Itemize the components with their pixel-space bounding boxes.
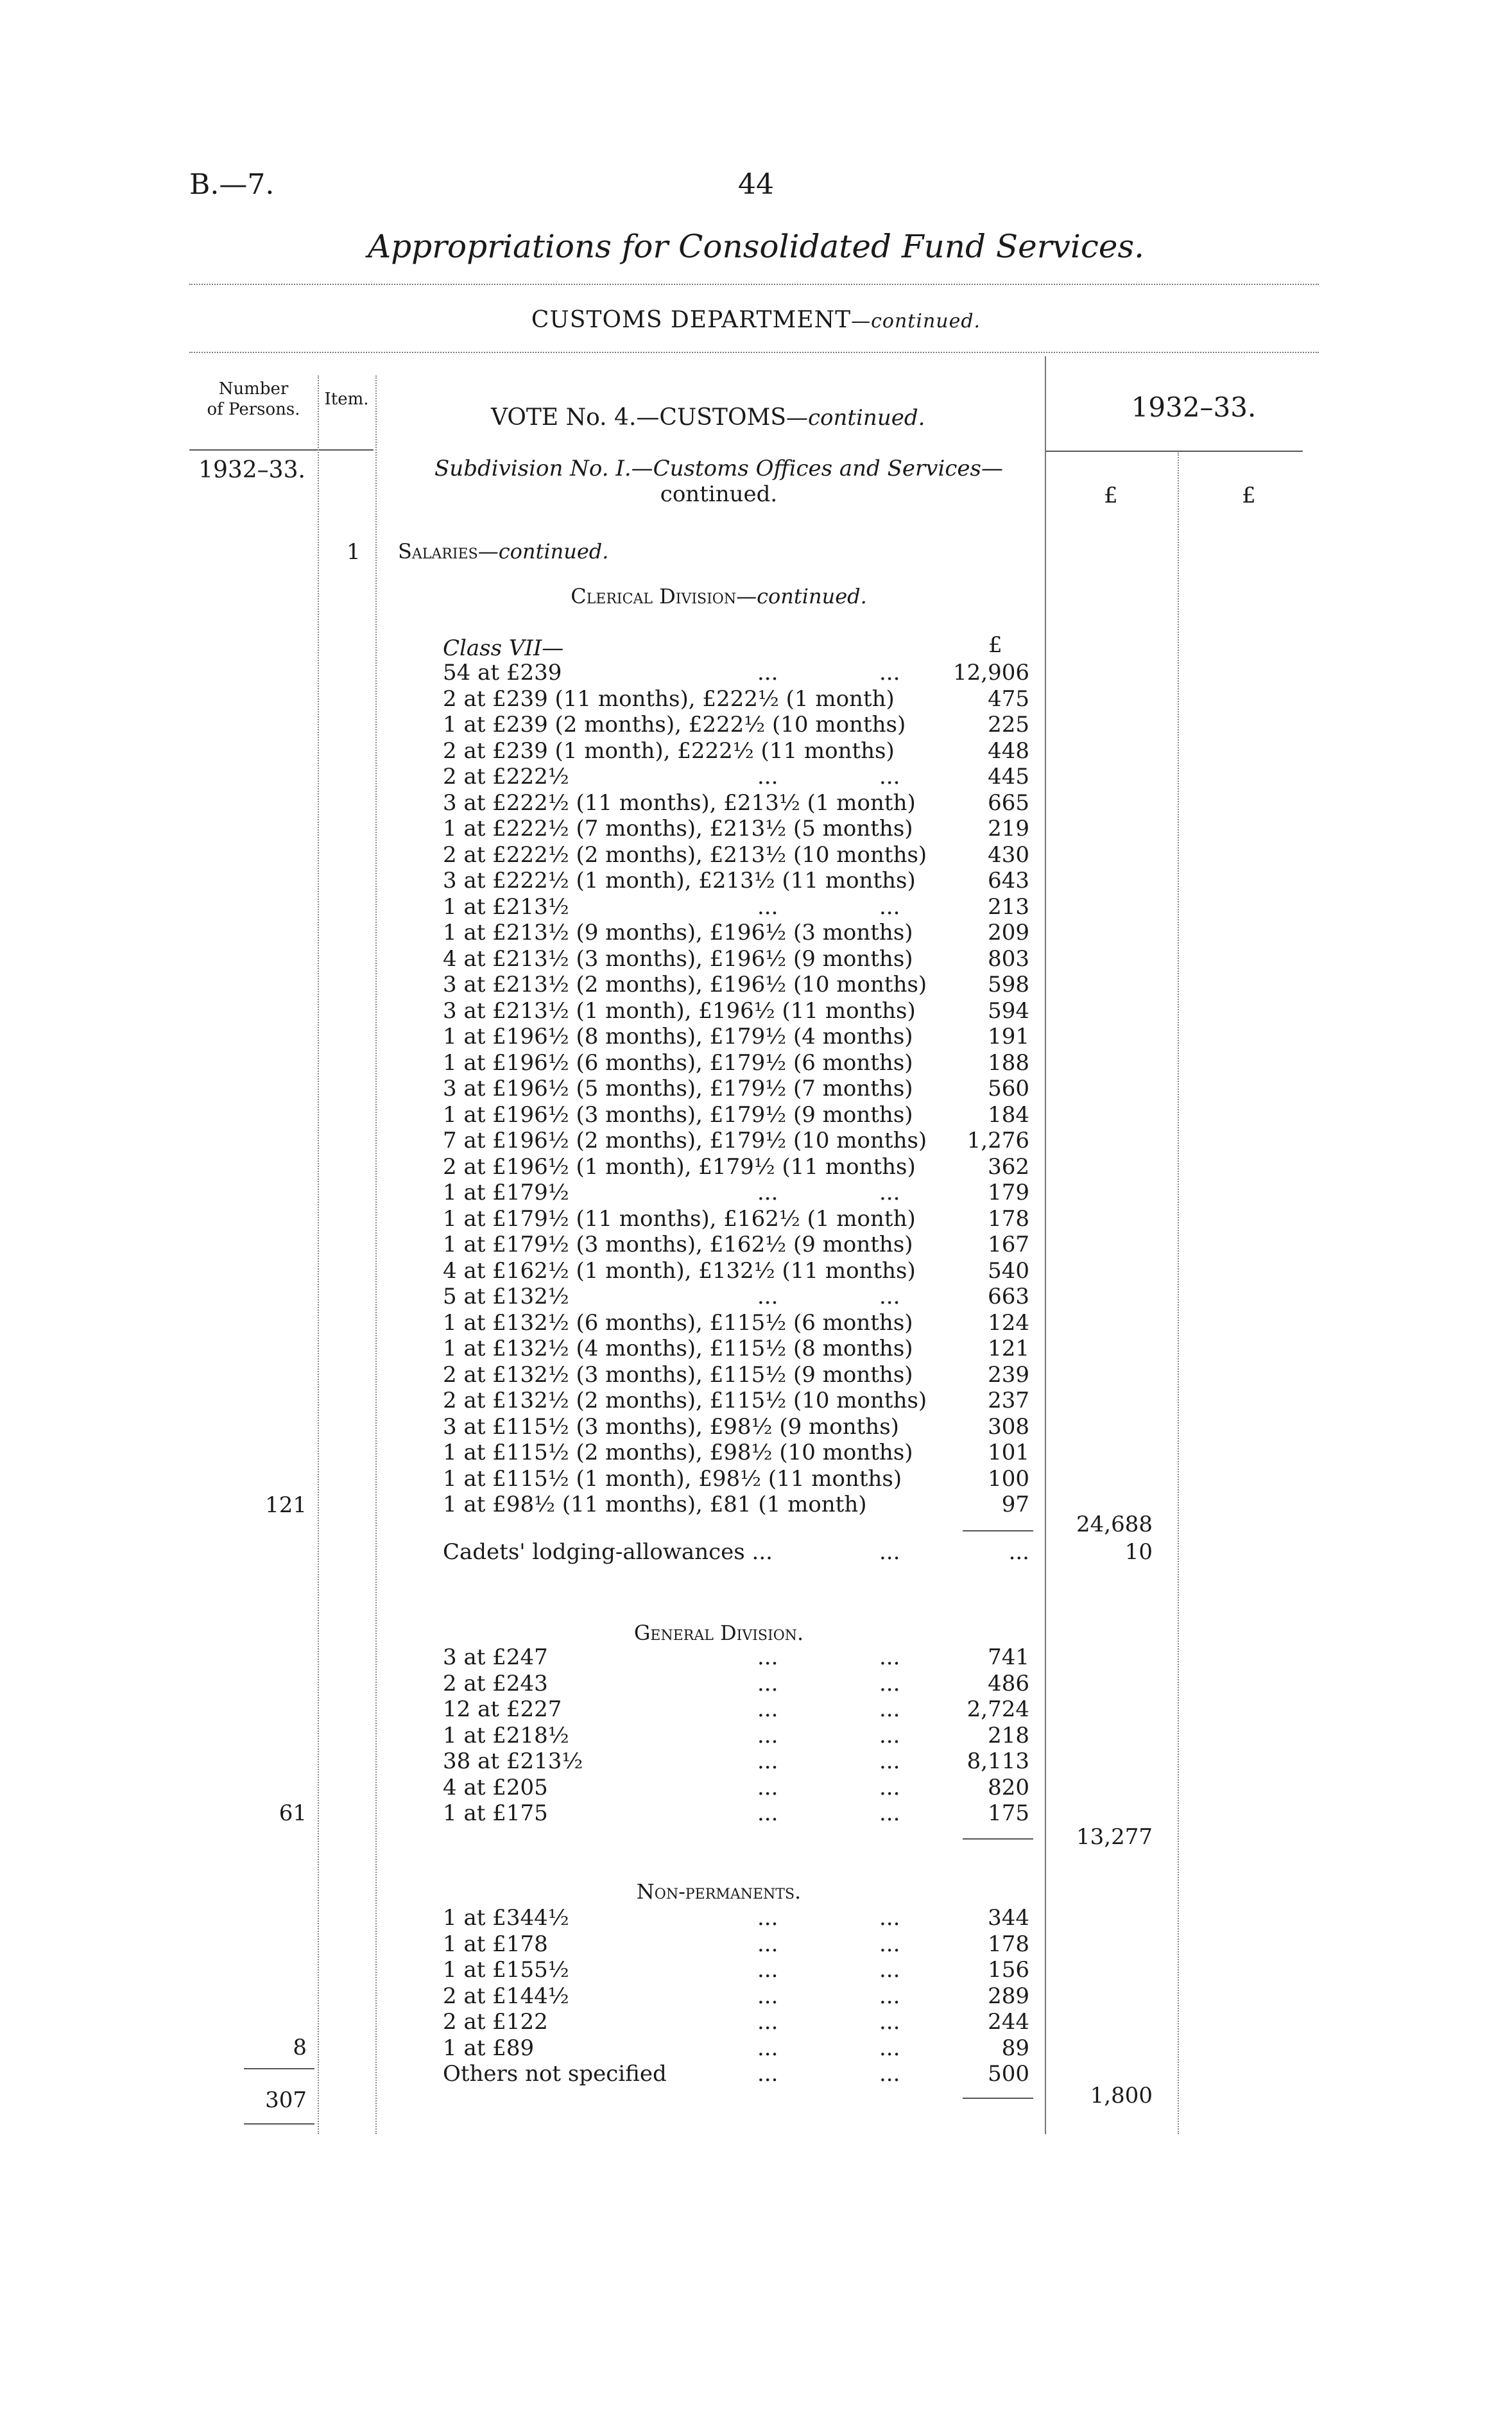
subdivision-line1: Subdivision No. I.—Customs Offices and Services— <box>434 456 1003 481</box>
table-row <box>0 1466 1512 1492</box>
row-label: 2 at £196½ (1 month), £179½ (11 months) <box>443 1153 916 1180</box>
row-leader-dots: ... <box>757 2035 778 2061</box>
general-total: 13,277 <box>1076 1824 1153 1850</box>
row-label: 7 at £196½ (2 months), £179½ (10 months) <box>443 1128 927 1153</box>
table-row <box>0 1440 1512 1465</box>
row-leader-dots: ... <box>879 2009 900 2035</box>
table-row <box>0 1748 1512 1774</box>
table-row <box>0 1800 1512 1826</box>
row-label: 1 at £196½ (3 months), £179½ (9 months) <box>443 1101 913 1128</box>
row-label: 3 at £247 <box>443 1644 548 1670</box>
table-row <box>0 738 1512 764</box>
row-amount: 741 <box>988 1644 1029 1670</box>
row-leader-dots: ... <box>879 1180 900 1205</box>
table-row <box>0 816 1512 841</box>
nonperm-total: 1,800 <box>1090 2083 1153 2109</box>
clerical-main: Clerical Division <box>571 584 737 608</box>
row-leader-dots: ... <box>879 1983 900 2009</box>
row-label: 2 at £132½ (2 months), £115½ (10 months) <box>443 1388 927 1413</box>
table-row <box>0 1983 1512 2009</box>
row-amount: 179 <box>988 1180 1029 1205</box>
table-row <box>0 1775 1512 1800</box>
nonperm-sum-rule <box>963 2098 1033 2099</box>
row-amount: 2,724 <box>966 1696 1029 1722</box>
row-leader-dots: ... <box>879 764 900 789</box>
item-number: 1 <box>347 539 361 565</box>
item-header-rule <box>319 449 374 451</box>
pound-symbol-col1: £ <box>1104 483 1118 508</box>
table-row <box>0 946 1512 972</box>
row-amount: 486 <box>988 1670 1029 1696</box>
row-amount: 289 <box>988 1983 1029 2009</box>
row-leader-dots: ... <box>757 1800 778 1826</box>
table-row <box>0 1671 1512 1696</box>
row-label: 2 at £239 (11 months), £222½ (1 month) <box>443 686 895 712</box>
row-amount: 175 <box>988 1800 1029 1826</box>
row-leader-dots: ... <box>757 2009 778 2035</box>
row-label: 1 at £179½ (11 months), £162½ (1 month) <box>443 1205 916 1232</box>
row-label: 1 at £222½ (7 months), £213½ (5 months) <box>443 816 913 841</box>
row-leader-dots: ... <box>757 1670 778 1696</box>
table-row <box>0 1905 1512 1931</box>
table-row <box>0 972 1512 997</box>
title-rule <box>189 284 1319 285</box>
table-row <box>0 920 1512 945</box>
row-leader-dots: ... <box>879 1722 900 1748</box>
row-label: 2 at £222½ <box>443 764 569 789</box>
row-leader-dots: ... <box>879 1957 900 1983</box>
salaries-suffix: —continued. <box>477 539 609 564</box>
page-title: Appropriations for Consolidated Fund Services. <box>367 228 1144 265</box>
persons-header-line1: Number <box>218 379 289 399</box>
row-amount: 594 <box>988 997 1029 1024</box>
row-leader-dots: ... <box>757 764 778 789</box>
row-leader-dots: ... <box>757 1983 778 2009</box>
clerical-suffix: —continued. <box>736 584 867 608</box>
document-reference: B.—7. <box>189 168 275 201</box>
row-amount: 663 <box>988 1284 1029 1309</box>
row-label: 5 at £132½ <box>443 1284 569 1309</box>
row-leader-dots: ... <box>757 1774 778 1800</box>
row-amount: 239 <box>988 1361 1029 1388</box>
row-label: 1 at £178 <box>443 1931 548 1957</box>
general-heading <box>398 1621 1040 1645</box>
year-column-header: 1932–33. <box>1131 392 1257 423</box>
table-row <box>0 1414 1512 1440</box>
row-label: 1 at £179½ (3 months), £162½ (9 months) <box>443 1232 913 1257</box>
row-amount: 820 <box>988 1774 1029 1800</box>
row-amount: 362 <box>988 1153 1029 1180</box>
table-row <box>0 1180 1512 1205</box>
row-amount: 178 <box>988 1205 1029 1232</box>
table-row <box>0 1102 1512 1128</box>
row-amount: 237 <box>988 1388 1029 1413</box>
item-column-header: Item. <box>324 390 369 409</box>
header-rule <box>189 352 1319 353</box>
row-leader-dots: ... <box>757 1748 778 1774</box>
page-number: 44 <box>738 168 774 201</box>
row-label: 1 at £213½ <box>443 893 569 920</box>
row-amount: 560 <box>988 1076 1029 1101</box>
row-leader-dots: ... <box>879 1644 900 1670</box>
row-leader-dots: ... <box>879 2035 900 2061</box>
row-amount: 308 <box>988 1413 1029 1440</box>
salaries-main: Salaries <box>398 539 478 564</box>
row-amount: 89 <box>1001 2035 1029 2061</box>
row-label: 1 at £98½ (11 months), £81 (1 month) <box>443 1492 867 1517</box>
table-row <box>0 1931 1512 1957</box>
nonperm-persons: 8 <box>293 2035 307 2060</box>
row-label: 12 at £227 <box>443 1696 562 1722</box>
row-label: 1 at £132½ (4 months), £115½ (8 months) <box>443 1336 913 1361</box>
pound-symbol-col2: £ <box>1242 483 1256 508</box>
row-amount: 12,906 <box>953 660 1029 686</box>
row-leader-dots: ... <box>879 1931 900 1957</box>
row-label: 2 at £239 (1 month), £222½ (11 months) <box>443 737 895 764</box>
row-label: 54 at £239 <box>443 660 562 686</box>
pound-symbol-detail: £ <box>988 632 1002 658</box>
row-leader-dots: ... <box>757 893 778 920</box>
table-row <box>0 790 1512 816</box>
row-label: 1 at £239 (2 months), £222½ (10 months) <box>443 712 906 737</box>
row-label: 1 at £89 <box>443 2035 535 2061</box>
table-row <box>0 2061 1512 2087</box>
row-leader-dots: ... <box>757 1696 778 1722</box>
table-row <box>0 1957 1512 1983</box>
table-row <box>0 894 1512 920</box>
row-amount: 643 <box>988 868 1029 893</box>
table-row <box>0 1050 1512 1076</box>
clerical-total: 24,688 <box>1076 1512 1153 1537</box>
row-amount: 8,113 <box>966 1748 1029 1774</box>
row-label: 2 at £144½ <box>443 1983 569 2009</box>
table-row <box>0 1024 1512 1049</box>
table-row <box>0 1128 1512 1153</box>
row-leader-dots: ... <box>757 1931 778 1957</box>
table-row <box>0 1723 1512 1748</box>
row-label: 2 at £243 <box>443 1670 548 1696</box>
row-label: 1 at £155½ <box>443 1957 569 1983</box>
persons-year: 1932–33. <box>198 457 305 483</box>
table-row <box>0 712 1512 737</box>
row-label: 1 at £115½ (1 month), £98½ (11 months) <box>443 1465 902 1492</box>
row-amount: 124 <box>988 1309 1029 1336</box>
general-sum-rule <box>963 1838 1033 1840</box>
persons-final-rule <box>244 2123 314 2125</box>
table-row <box>0 868 1512 893</box>
department-suffix: —continued. <box>851 310 981 332</box>
row-label: 1 at £115½ (2 months), £98½ (10 months) <box>443 1440 913 1465</box>
table-row <box>0 842 1512 868</box>
table-row <box>0 686 1512 712</box>
table-row <box>0 660 1512 686</box>
general-persons: 61 <box>279 1800 307 1826</box>
cadets-amount: 10 <box>1124 1539 1153 1565</box>
cadets-dots-end: ... <box>1008 1539 1029 1565</box>
row-label: 4 at £162½ (1 month), £132½ (11 months) <box>443 1257 916 1284</box>
row-amount: 430 <box>988 841 1029 868</box>
row-amount: 191 <box>988 1024 1029 1049</box>
cadets-label: Cadets' lodging-allowances ... <box>443 1539 773 1565</box>
row-amount: 1,276 <box>966 1128 1029 1153</box>
vote-main: VOTE No. 4.—CUSTOMS <box>491 404 786 431</box>
row-amount: 184 <box>988 1101 1029 1128</box>
row-amount: 209 <box>988 920 1029 945</box>
row-label: 3 at £222½ (1 month), £213½ (11 months) <box>443 868 916 893</box>
clerical-persons: 121 <box>265 1492 307 1518</box>
table-row <box>0 1154 1512 1180</box>
department-name: CUSTOMS DEPARTMENT <box>531 307 852 333</box>
table-row <box>0 1284 1512 1309</box>
row-amount: 225 <box>988 712 1029 737</box>
row-label: 3 at £213½ (1 month), £196½ (11 months) <box>443 997 916 1024</box>
row-label: 1 at £213½ (9 months), £196½ (3 months) <box>443 920 913 945</box>
persons-header-rule <box>189 449 318 451</box>
row-amount: 500 <box>988 2061 1029 2087</box>
row-leader-dots: ... <box>879 1800 900 1826</box>
clerical-sum-rule <box>963 1530 1033 1531</box>
salaries-heading <box>398 539 608 564</box>
persons-column-header <box>189 379 318 420</box>
row-amount: 121 <box>988 1336 1029 1361</box>
row-amount: 101 <box>988 1440 1029 1465</box>
vote-heading <box>491 404 925 431</box>
persons-header-line2: of Persons. <box>207 400 300 419</box>
cadets-dots: ... <box>879 1539 900 1565</box>
table-row <box>0 998 1512 1024</box>
row-label: 3 at £213½ (2 months), £196½ (10 months) <box>443 972 927 997</box>
vote-suffix: —continued. <box>786 405 925 431</box>
row-leader-dots: ... <box>879 1774 900 1800</box>
table-row <box>0 1388 1512 1413</box>
row-leader-dots: ... <box>879 1696 900 1722</box>
class-vii-heading: Class VII— <box>443 635 564 661</box>
row-label: 2 at £222½ (2 months), £213½ (10 months) <box>443 841 927 868</box>
subdivision-heading <box>398 456 1040 507</box>
row-amount: 445 <box>988 764 1029 789</box>
row-amount: 219 <box>988 816 1029 841</box>
row-amount: 188 <box>988 1049 1029 1076</box>
row-label: 1 at £132½ (6 months), £115½ (6 months) <box>443 1309 913 1336</box>
table-row <box>0 1076 1512 1101</box>
row-leader-dots: ... <box>879 1905 900 1931</box>
row-leader-dots: ... <box>879 1284 900 1309</box>
nonperm-heading-text: Non-permanents. <box>636 1879 802 1904</box>
cadets-row <box>0 1539 1512 1565</box>
table-row <box>0 1696 1512 1722</box>
clerical-heading <box>398 584 1040 608</box>
row-label: Others not specified <box>443 2061 667 2087</box>
row-amount: 218 <box>988 1722 1029 1748</box>
row-leader-dots: ... <box>879 893 900 920</box>
row-label: 3 at £115½ (3 months), £98½ (9 months) <box>443 1413 899 1440</box>
table-row <box>0 1310 1512 1336</box>
row-leader-dots: ... <box>879 2061 900 2087</box>
row-label: 2 at £122 <box>443 2009 548 2035</box>
row-label: 1 at £196½ (6 months), £179½ (6 months) <box>443 1049 913 1076</box>
row-amount: 665 <box>988 789 1029 816</box>
row-label: 4 at £205 <box>443 1774 548 1800</box>
row-label: 4 at £213½ (3 months), £196½ (9 months) <box>443 945 913 972</box>
row-label: 3 at £222½ (11 months), £213½ (1 month) <box>443 789 916 816</box>
row-leader-dots: ... <box>879 660 900 686</box>
row-amount: 598 <box>988 972 1029 997</box>
row-label: 1 at £218½ <box>443 1722 569 1748</box>
row-label: 1 at £344½ <box>443 1905 569 1931</box>
grand-persons: 307 <box>265 2087 307 2113</box>
row-label: 1 at £175 <box>443 1800 548 1826</box>
row-leader-dots: ... <box>757 660 778 686</box>
table-row <box>0 1336 1512 1361</box>
department-heading <box>0 307 1512 333</box>
row-amount: 803 <box>988 945 1029 972</box>
table-row <box>0 1644 1512 1670</box>
row-leader-dots: ... <box>757 1722 778 1748</box>
persons-sum-rule <box>244 2068 314 2069</box>
row-label: 38 at £213½ <box>443 1748 583 1774</box>
row-label: 3 at £196½ (5 months), £179½ (7 months) <box>443 1076 913 1101</box>
row-amount: 97 <box>1001 1492 1029 1517</box>
table-row <box>0 1362 1512 1388</box>
row-leader-dots: ... <box>879 1748 900 1774</box>
general-heading-text: General Division. <box>633 1621 804 1645</box>
row-leader-dots: ... <box>879 1670 900 1696</box>
row-leader-dots: ... <box>757 1957 778 1983</box>
table-row <box>0 1232 1512 1257</box>
row-amount: 344 <box>988 1905 1029 1931</box>
table-row <box>0 1492 1512 1517</box>
row-label: 1 at £179½ <box>443 1180 569 1205</box>
table-row <box>0 764 1512 789</box>
row-leader-dots: ... <box>757 1644 778 1670</box>
table-row <box>0 2035 1512 2061</box>
subdivision-line2: continued. <box>660 481 778 507</box>
row-leader-dots: ... <box>757 1284 778 1309</box>
row-amount: 540 <box>988 1257 1029 1284</box>
row-amount: 213 <box>988 893 1029 920</box>
table-row <box>0 2009 1512 2035</box>
row-label: 1 at £196½ (8 months), £179½ (4 months) <box>443 1024 913 1049</box>
row-leader-dots: ... <box>757 1905 778 1931</box>
row-amount: 244 <box>988 2009 1029 2035</box>
row-amount: 100 <box>988 1465 1029 1492</box>
row-amount: 156 <box>988 1957 1029 1983</box>
table-row <box>0 1206 1512 1232</box>
table-row <box>0 1258 1512 1284</box>
row-leader-dots: ... <box>757 2061 778 2087</box>
row-amount: 178 <box>988 1931 1029 1957</box>
row-amount: 167 <box>988 1232 1029 1257</box>
row-amount: 448 <box>988 737 1029 764</box>
row-leader-dots: ... <box>757 1180 778 1205</box>
row-amount: 475 <box>988 686 1029 712</box>
row-label: 2 at £132½ (3 months), £115½ (9 months) <box>443 1361 913 1388</box>
nonperm-heading <box>398 1879 1040 1904</box>
year-header-rule <box>1046 451 1303 452</box>
